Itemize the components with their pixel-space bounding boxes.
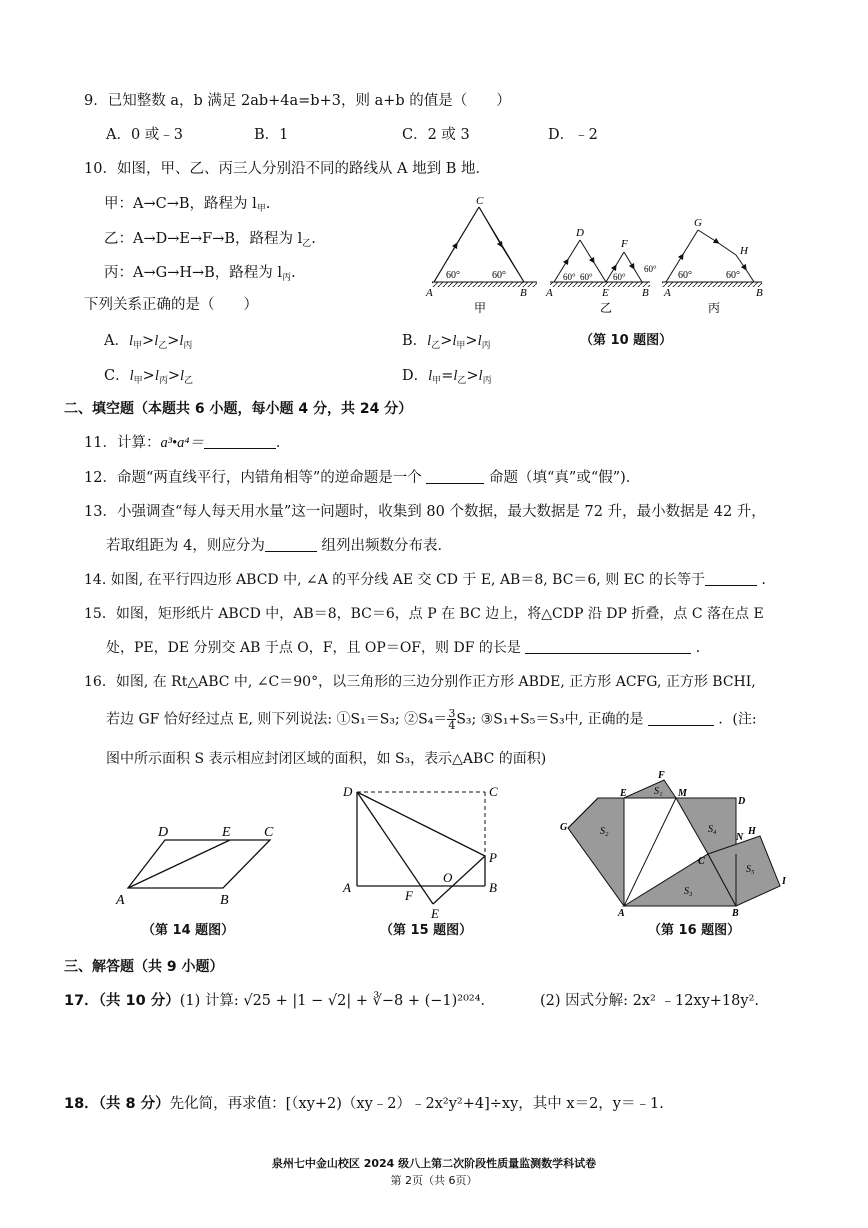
q11: 11．计算：a³•a⁴＝ ． bbox=[84, 435, 291, 451]
svg-text:C: C bbox=[476, 195, 484, 207]
svg-text:B: B bbox=[642, 287, 649, 299]
svg-text:F: F bbox=[405, 888, 413, 903]
figure-yi bbox=[545, 227, 657, 315]
svg-text:A: A bbox=[426, 287, 433, 299]
q14-caption: （第 14 题图） bbox=[142, 923, 235, 938]
q18: 18．（共 8 分）先化简，再求值：[（xy+2)（xy﹣2）﹣2x²y²+4]÷xy，其中 x＝2，y＝﹣1. bbox=[64, 1096, 664, 1112]
q10-stem: 10．如图，甲、乙、丙三人分别沿不同的路线从 A 地到 B 地． bbox=[84, 161, 491, 177]
footer-title: 泉州七中金山校区 2024 级八上第二次阶段性质量监测数学科试卷 bbox=[271, 1157, 597, 1170]
figure-jia bbox=[425, 195, 537, 315]
q10-option-c: C．$l_甲>l_丙>l_乙$ bbox=[104, 368, 194, 386]
q15-blank[interactable] bbox=[525, 639, 691, 654]
section3-heading: 三、解答题（共 9 小题） bbox=[64, 959, 224, 975]
q17-part2: (2) 因式分解: 2x² ﹣12xy+18y². bbox=[540, 993, 760, 1009]
q16-blank[interactable] bbox=[648, 711, 714, 726]
q14: 14. 如图, 在平行四边形 ABCD 中, ∠A 的平分线 AE 交 CD 于 E, AB＝8, BC＝6, 则 EC 的长等于 ． bbox=[84, 572, 776, 588]
q12-blank[interactable] bbox=[426, 469, 484, 484]
q16-line1: 16．如图, 在 Rt△ABC 中, ∠C＝90°，以三角形的三边分别作正方形 ABDE, 正方形 ACFG, 正方形 BCHI, bbox=[84, 674, 756, 690]
q16-figure bbox=[560, 770, 790, 920]
svg-text:D: D bbox=[158, 825, 169, 840]
svg-text:60°: 60° bbox=[580, 272, 593, 282]
svg-text:M: M bbox=[678, 788, 687, 799]
q13-line2: 若取组距为 4，则应分为 组列出频数分布表． bbox=[106, 538, 452, 554]
svg-text:S₁: S₁ bbox=[654, 786, 663, 797]
svg-text:B: B bbox=[756, 287, 763, 299]
svg-text:60°: 60° bbox=[644, 264, 657, 274]
svg-text:O: O bbox=[443, 870, 453, 885]
svg-text:D: D bbox=[576, 227, 584, 239]
q17: 17．（共 10 分）(1) 计算: √25 + |1 − √2| + ∛−8 + (−1)²⁰²⁴． bbox=[64, 993, 496, 1009]
svg-text:C: C bbox=[489, 784, 498, 799]
svg-text:C: C bbox=[698, 856, 705, 867]
q10-option-b: B．$l_乙>l_甲>l_丙$ bbox=[402, 333, 491, 351]
q13-blank[interactable] bbox=[265, 537, 317, 552]
svg-text:P: P bbox=[489, 850, 497, 865]
q9-option-b: B．1 bbox=[254, 127, 289, 143]
svg-text:B: B bbox=[489, 880, 497, 895]
q9-option-c: C．2 或 3 bbox=[402, 127, 470, 143]
svg-text:60°: 60° bbox=[492, 270, 506, 281]
svg-text:H: H bbox=[748, 826, 756, 837]
svg-text:A: A bbox=[664, 287, 671, 299]
q9-stem: 9．已知整数 a，b 满足 2ab+4a=b+3，则 a+b 的值是（ ） bbox=[84, 93, 511, 109]
svg-text:60°: 60° bbox=[563, 272, 576, 282]
svg-text:60°: 60° bbox=[446, 270, 460, 281]
q10-option-a: A．$l_甲>l_乙>l_丙$ bbox=[104, 333, 193, 351]
svg-text:D: D bbox=[343, 784, 353, 799]
q15-figure bbox=[335, 780, 515, 920]
q11-blank[interactable] bbox=[204, 434, 276, 449]
svg-text:B: B bbox=[220, 893, 229, 908]
q9-option-a: A．0 或﹣3 bbox=[106, 127, 184, 143]
q16-line3: 图中所示面积 S 表示相应封闭区域的面积，如 S₃，表示△ABC 的面积) bbox=[106, 751, 547, 767]
svg-text:E: E bbox=[602, 287, 609, 299]
svg-text:甲: 甲 bbox=[474, 301, 487, 315]
svg-text:A: A bbox=[618, 908, 625, 919]
q15-line2: 处，PE，DE 分别交 AB 于点 O，F，且 OP＝OF，则 DF 的长是 ． bbox=[106, 640, 710, 656]
svg-text:I: I bbox=[782, 876, 786, 887]
q16-caption: （第 16 题图） bbox=[648, 923, 741, 938]
svg-text:A: A bbox=[546, 287, 553, 299]
q15-line1: 15．如图，矩形纸片 ABCD 中，AB＝8，BC＝6，点 P 在 BC 边上，将△CDP 沿 DP 折叠，点 C 落在点 E bbox=[84, 606, 764, 622]
svg-text:G: G bbox=[694, 217, 702, 229]
svg-text:N: N bbox=[736, 832, 744, 843]
section2-heading: 二、填空题（本题共 6 小题，每小题 4 分，共 24 分） bbox=[64, 401, 413, 417]
svg-text:S₄: S₄ bbox=[708, 824, 717, 835]
q10-caption: （第 10 题图） bbox=[580, 333, 673, 348]
svg-text:C: C bbox=[264, 825, 274, 840]
q14-figure bbox=[110, 818, 290, 910]
q10-figure bbox=[420, 190, 770, 320]
svg-text:A: A bbox=[116, 893, 125, 908]
q9-option-d: D．﹣2 bbox=[548, 127, 598, 143]
svg-text:丙: 丙 bbox=[708, 301, 721, 315]
svg-text:E: E bbox=[431, 906, 439, 920]
svg-text:B: B bbox=[520, 287, 527, 299]
svg-text:E: E bbox=[620, 788, 627, 799]
q16-fraction: $\frac{3}{4}$ bbox=[448, 707, 456, 732]
svg-text:S₂: S₂ bbox=[600, 826, 609, 837]
svg-text:60°: 60° bbox=[613, 272, 626, 282]
svg-text:B: B bbox=[732, 908, 739, 919]
q10-route-bing: 丙：A→G→H→B，路程为 $l_丙$. bbox=[104, 265, 296, 283]
svg-text:D: D bbox=[738, 796, 746, 807]
footer-page: 第 2页（共 6页） bbox=[390, 1174, 478, 1187]
q10-option-d: D．$l_甲=l_乙>l_丙$ bbox=[402, 368, 492, 386]
q15-caption: （第 15 题图） bbox=[380, 923, 473, 938]
q14-blank[interactable] bbox=[705, 571, 757, 586]
svg-text:E: E bbox=[222, 825, 231, 840]
svg-text:60°: 60° bbox=[726, 270, 740, 281]
svg-text:S₃: S₃ bbox=[684, 886, 693, 897]
svg-text:F: F bbox=[621, 238, 628, 250]
q10-route-jia: 甲：A→C→B，路程为 $l_甲$. bbox=[104, 196, 271, 214]
q16-line2: 若边 GF 恰好经过点 E, 则下列说法: ①S₁＝S₃; ②S₄＝ $\frac{3}{4}$ S₃; ③S₁+S₅＝S₃中, 正确的是 ．(注: bbox=[106, 707, 757, 732]
svg-text:60°: 60° bbox=[678, 270, 692, 281]
q13-line1: 13．小强调查“每人每天用水量”这一问题时，收集到 80 个数据，最大数据是 72 升，最小数据是 42 升， bbox=[84, 504, 766, 520]
svg-text:G: G bbox=[560, 822, 568, 833]
svg-text:H: H bbox=[740, 245, 748, 257]
q12: 12．命题“两直线平行，内错角相等”的逆命题是一个 命题（填“真”或“假”)． bbox=[84, 470, 641, 486]
figure-bing bbox=[662, 217, 763, 315]
q10-prompt: 下列关系正确的是（ ） bbox=[84, 297, 258, 313]
svg-text:乙: 乙 bbox=[600, 301, 613, 315]
svg-text:F: F bbox=[658, 770, 665, 781]
svg-text:S₅: S₅ bbox=[746, 864, 755, 875]
q10-route-yi: 乙：A→D→E→F→B，路程为 $l_乙$. bbox=[104, 231, 316, 249]
svg-text:A: A bbox=[343, 880, 351, 895]
